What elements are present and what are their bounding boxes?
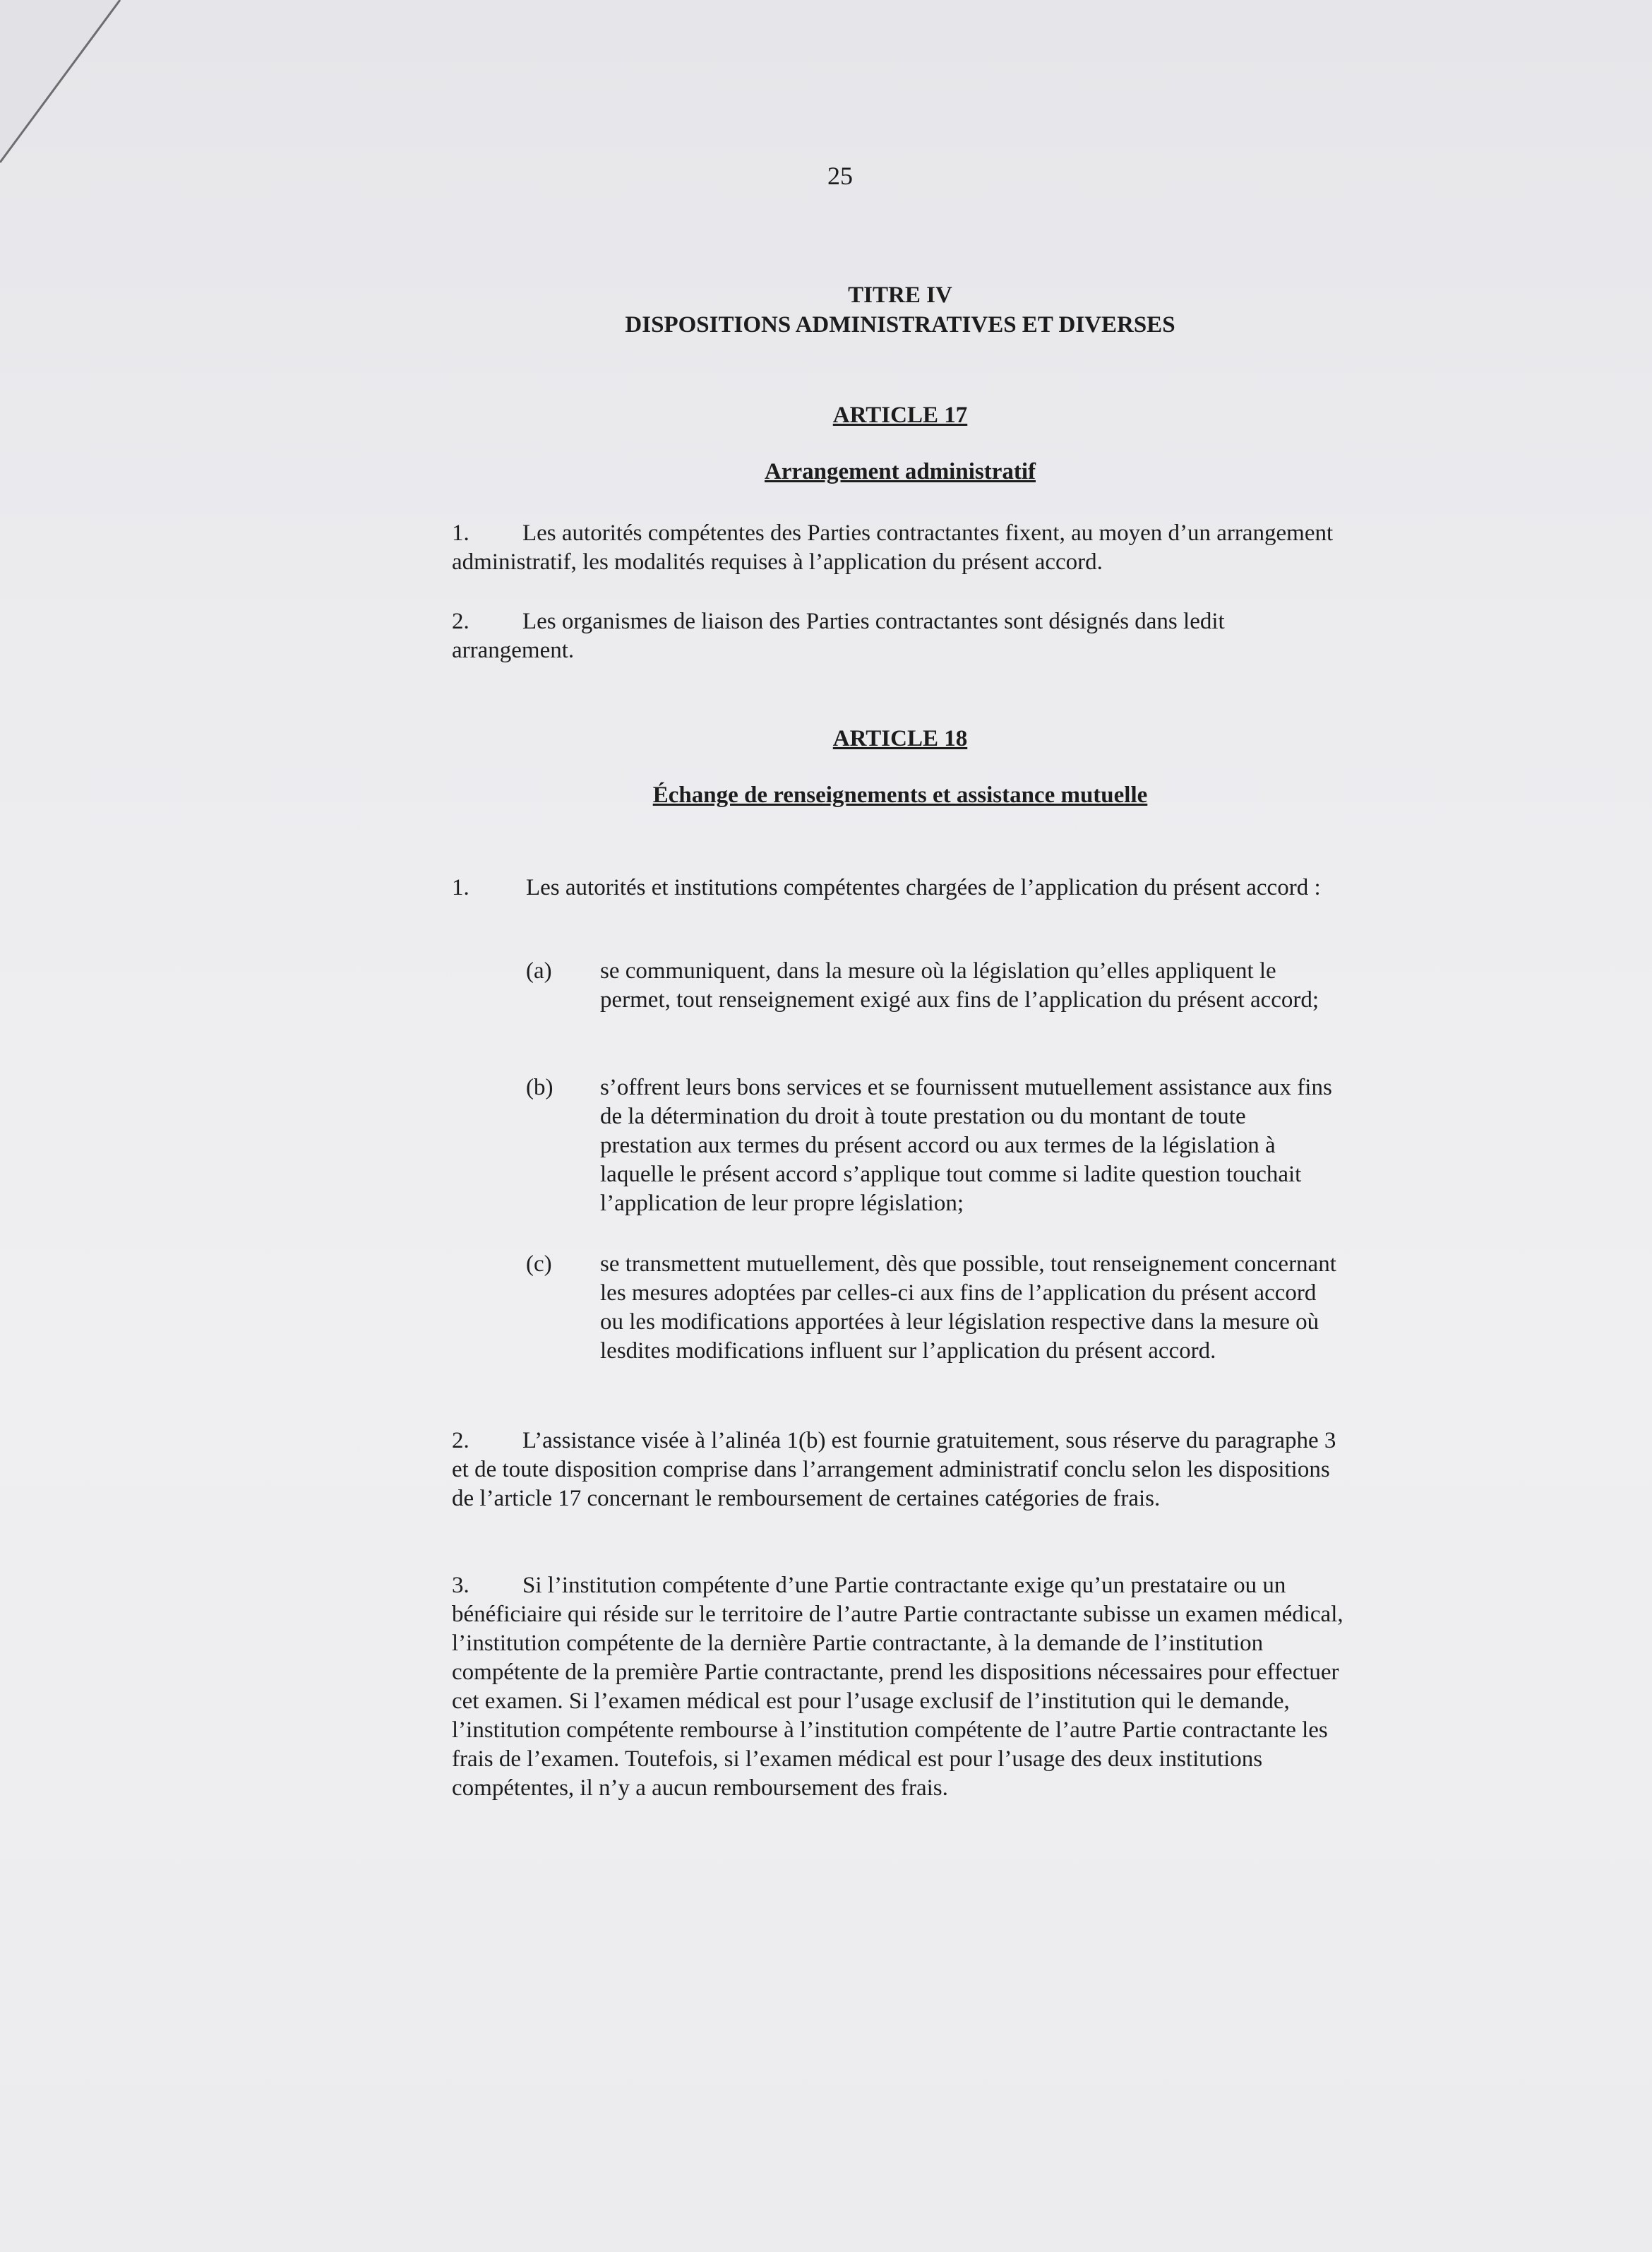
paragraph-number: 2. <box>452 1428 469 1453</box>
article-17-subheading: Arrangement administratif <box>764 459 1036 484</box>
paragraph-number: 2. <box>452 609 469 634</box>
title-line-2: DISPOSITIONS ADMINISTRATIVES ET DIVERSES <box>625 312 1175 338</box>
paragraph-number: 3. <box>452 1573 469 1598</box>
article-18-subheading: Échange de renseignements et assistance mutuelle <box>652 782 1148 808</box>
article-18-heading: ARTICLE 18 <box>832 726 968 751</box>
page-number: 25 <box>827 162 853 190</box>
article-17-paragraph-2 <box>452 607 1348 665</box>
article-18-paragraph-2 <box>452 1426 1348 1513</box>
article-17-paragraph-1 <box>452 519 1348 577</box>
paragraph-number: 1. <box>452 520 469 546</box>
page-corner-fold <box>0 0 155 169</box>
article-18-paragraph-1 <box>452 874 1348 937</box>
article-17-heading: ARTICLE 17 <box>832 403 968 428</box>
list-item-text: s’offrent leurs bons services et se fournissent mutuellement assistance aux fins de la détermination du droit à toute prestation ou du montant de toute prestation aux termes du présent accord ou aux termes de la législation à laquelle le présent accord s’applique tout comme si ladite question touchait l’application de leur propre législation; <box>600 1075 1332 1216</box>
list-item-a <box>526 957 1345 1049</box>
paragraph-number: 1. <box>452 875 469 900</box>
paragraph-text: Les autorités compétentes des Parties contractantes fixent, au moyen d’un arrangement administratif, les modalités requises à l’application du présent accord. <box>452 520 1334 575</box>
paragraph-text: Si l’institution compétente d’une Partie contractante exige qu’un prestataire ou un bénéficiaire qui réside sur le territoire de l’autre Partie contractante subisse un examen médical, l’institution compétente de la dernière Partie contractante, à la demande de l’institution compétente de la première Partie contractante, prend les dispositions nécessaires pour effectuer cet examen. Si l’examen médical est pour l’usage exclusif de l’institution qui le demande, l’institution compétente rembourse à l’institution compétente de l’autre Partie contractante les frais de l’examen. Toutefois, si l’examen médical est pour l’usage des deux institutions compétentes, il n’y a aucun remboursement des frais. <box>452 1573 1343 1801</box>
list-item-b <box>526 1073 1345 1222</box>
list-item-label: (a) <box>526 958 552 984</box>
title-line-1: TITRE IV <box>848 282 952 308</box>
paragraph-text: Les autorités et institutions compétentes chargées de l’application du présent accord : <box>526 875 1321 900</box>
article-18-paragraph-3 <box>452 1571 1348 1803</box>
paragraph-text: Les organismes de liaison des Parties contractantes sont désignés dans ledit arrangement. <box>452 609 1225 663</box>
list-item-c <box>526 1250 1345 1398</box>
list-item-text: se transmettent mutuellement, dès que possible, tout renseignement concernant les mesures adoptées par celles-ci aux fins de l’application du présent accord ou les modifications apportées à leur législation respective dans la mesure où lesdites modifications influent sur l’application du présent accord. <box>600 1251 1336 1364</box>
list-item-label: (c) <box>526 1251 552 1277</box>
list-item-text: se communiquent, dans la mesure où la législation qu’elles appliquent le permet, tout renseignement exigé aux fins de l’application du présent accord; <box>600 958 1319 1013</box>
list-item-label: (b) <box>526 1075 553 1100</box>
paragraph-text: L’assistance visée à l’alinéa 1(b) est fournie gratuitement, sous réserve du paragraphe 3 et de toute disposition comprise dans l’arrangement administratif conclu selon les dispositions de l’article 17 concernant le remboursement de certaines catégories de frais. <box>452 1428 1336 1511</box>
